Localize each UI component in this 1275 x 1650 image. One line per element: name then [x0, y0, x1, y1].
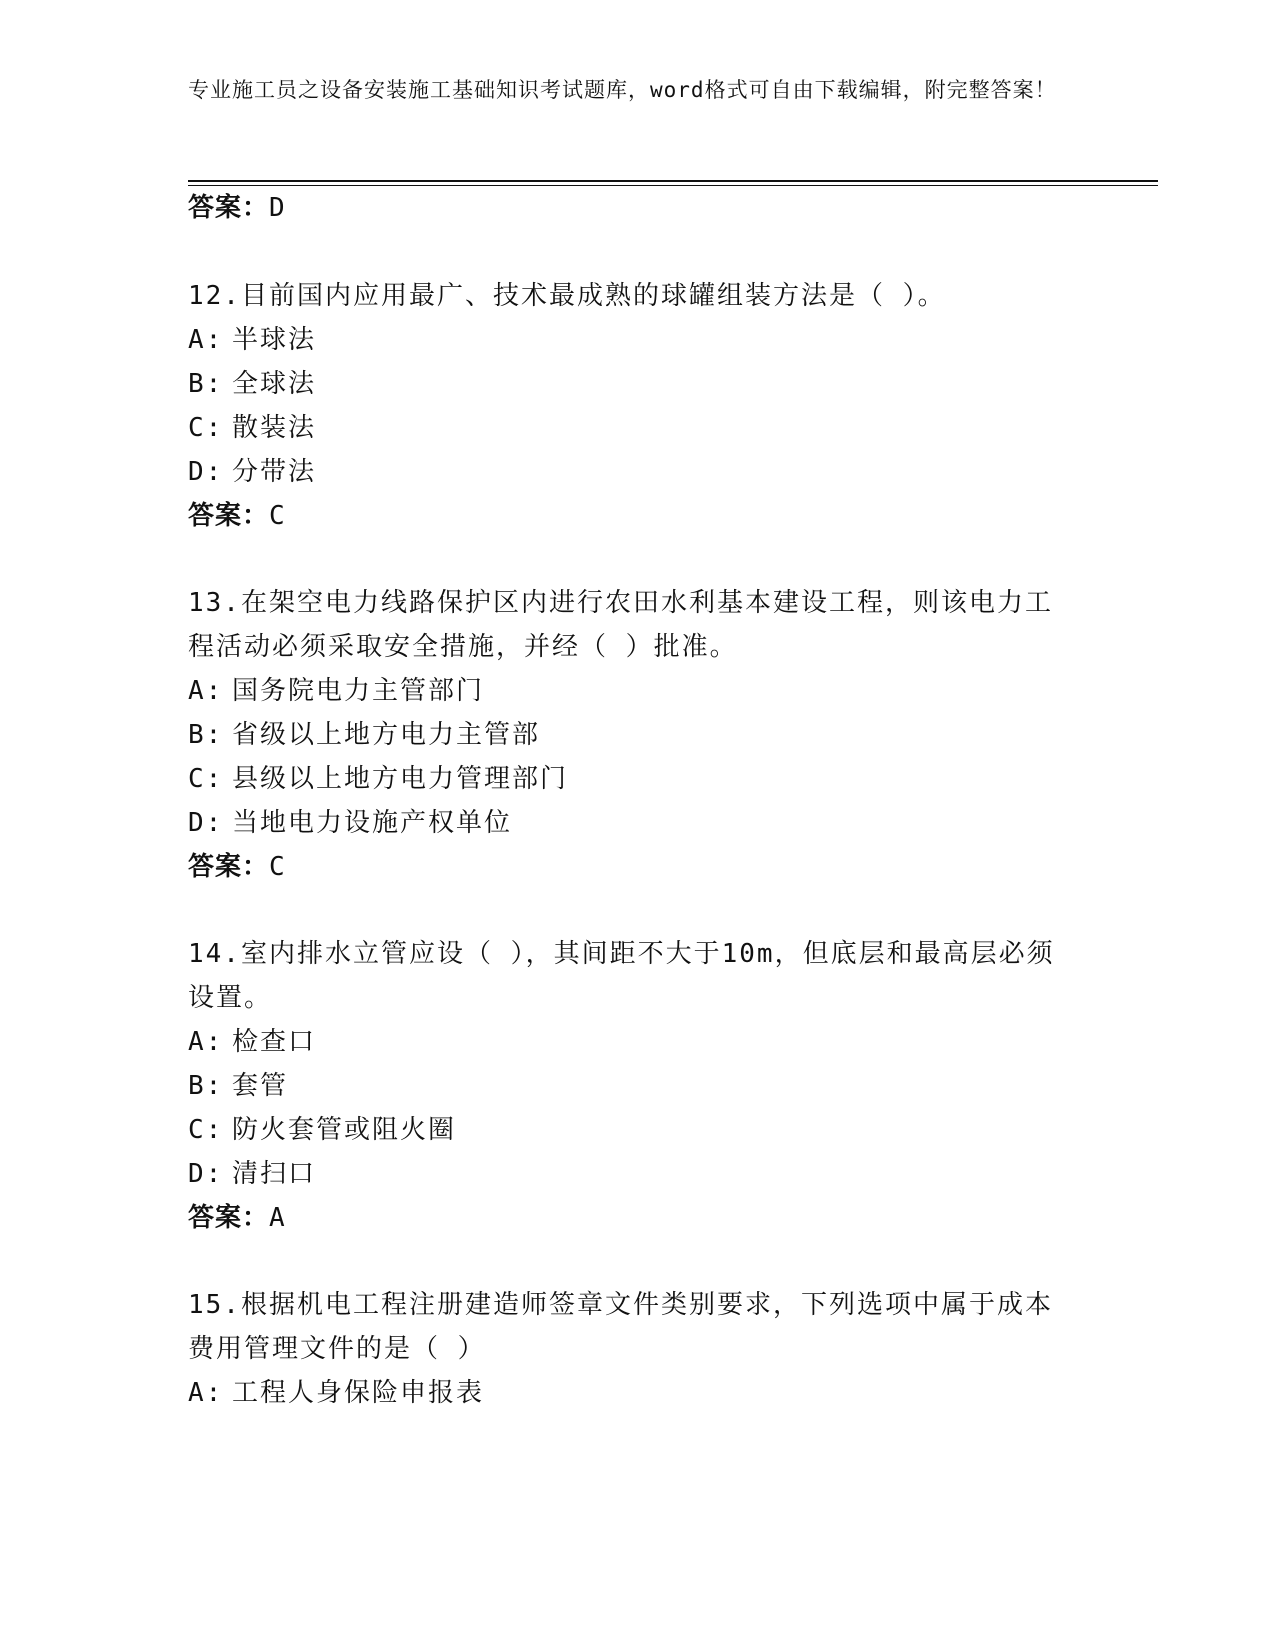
answer-line — [188, 1203, 1088, 1233]
option-text: 套管 — [232, 1071, 289, 1101]
option-b — [188, 369, 1088, 399]
header-divider — [188, 180, 1158, 182]
answer-label: 答案： — [188, 852, 270, 882]
option-text: 清扫口 — [232, 1159, 317, 1189]
option-a — [188, 325, 1088, 355]
option-text: 全球法 — [232, 369, 317, 399]
option-key: A: — [188, 1378, 224, 1408]
option-text: 县级以上地方电力管理部门 — [232, 764, 569, 794]
option-a — [188, 1378, 1088, 1408]
option-text: 散装法 — [232, 413, 317, 443]
question-stem: 12.目前国内应用最广、技术最成熟的球罐组装方法是（ ）。 — [188, 281, 946, 311]
option-key: D: — [188, 808, 224, 838]
header-divider-thin — [188, 185, 1158, 186]
answer-value: A — [269, 1203, 286, 1233]
question-stem-cont: 程活动必须采取安全措施，并经（ ）批准。 — [188, 632, 738, 662]
option-c — [188, 1115, 1088, 1145]
answer-value: C — [269, 501, 286, 531]
question-stem-cont: 设置。 — [188, 983, 273, 1013]
option-text: 国务院电力主管部门 — [232, 676, 485, 706]
option-key: A: — [188, 325, 224, 355]
option-text: 省级以上地方电力主管部 — [232, 720, 541, 750]
question-stem: 13.在架空电力线路保护区内进行农田水利基本建设工程，则该电力工 — [188, 588, 1053, 618]
answer-label: 答案： — [188, 501, 270, 531]
option-key: D: — [188, 457, 224, 487]
answer-label: 答案： — [188, 1203, 270, 1233]
question-stem-cont: 费用管理文件的是（ ） — [188, 1334, 486, 1364]
answer-label: 答案： — [188, 193, 270, 223]
option-key: A: — [188, 676, 224, 706]
option-text: 当地电力设施产权单位 — [232, 808, 513, 838]
option-key: C: — [188, 764, 224, 794]
question-stem: 15.根据机电工程注册建造师签章文件类别要求，下列选项中属于成本 — [188, 1290, 1053, 1320]
document-header: 专业施工员之设备安装施工基础知识考试题库，word格式可自由下载编辑，附完整答案！ — [188, 78, 1057, 102]
option-key: C: — [188, 413, 224, 443]
answer-value: D — [269, 193, 286, 223]
option-text: 半球法 — [232, 325, 317, 355]
option-a — [188, 1027, 1088, 1057]
answer-value: C — [269, 852, 286, 882]
option-b — [188, 1071, 1088, 1101]
answer-line — [188, 501, 1088, 531]
option-d — [188, 808, 1088, 838]
option-key: D: — [188, 1159, 224, 1189]
option-key: A: — [188, 1027, 224, 1057]
answer-line — [188, 193, 1088, 223]
option-text: 防火套管或阻火圈 — [232, 1115, 457, 1145]
answer-line — [188, 852, 1088, 882]
option-key: B: — [188, 720, 224, 750]
option-b — [188, 720, 1088, 750]
option-key: C: — [188, 1115, 224, 1145]
option-a — [188, 676, 1088, 706]
option-key: B: — [188, 369, 224, 399]
option-d — [188, 457, 1088, 487]
option-c — [188, 764, 1088, 794]
option-c — [188, 413, 1088, 443]
option-text: 工程人身保险申报表 — [232, 1378, 485, 1408]
option-d — [188, 1159, 1088, 1189]
option-key: B: — [188, 1071, 224, 1101]
question-stem: 14.室内排水立管应设（ ），其间距不大于10m，但底层和最高层必须 — [188, 939, 1055, 969]
option-text: 检查口 — [232, 1027, 317, 1057]
option-text: 分带法 — [232, 457, 317, 487]
